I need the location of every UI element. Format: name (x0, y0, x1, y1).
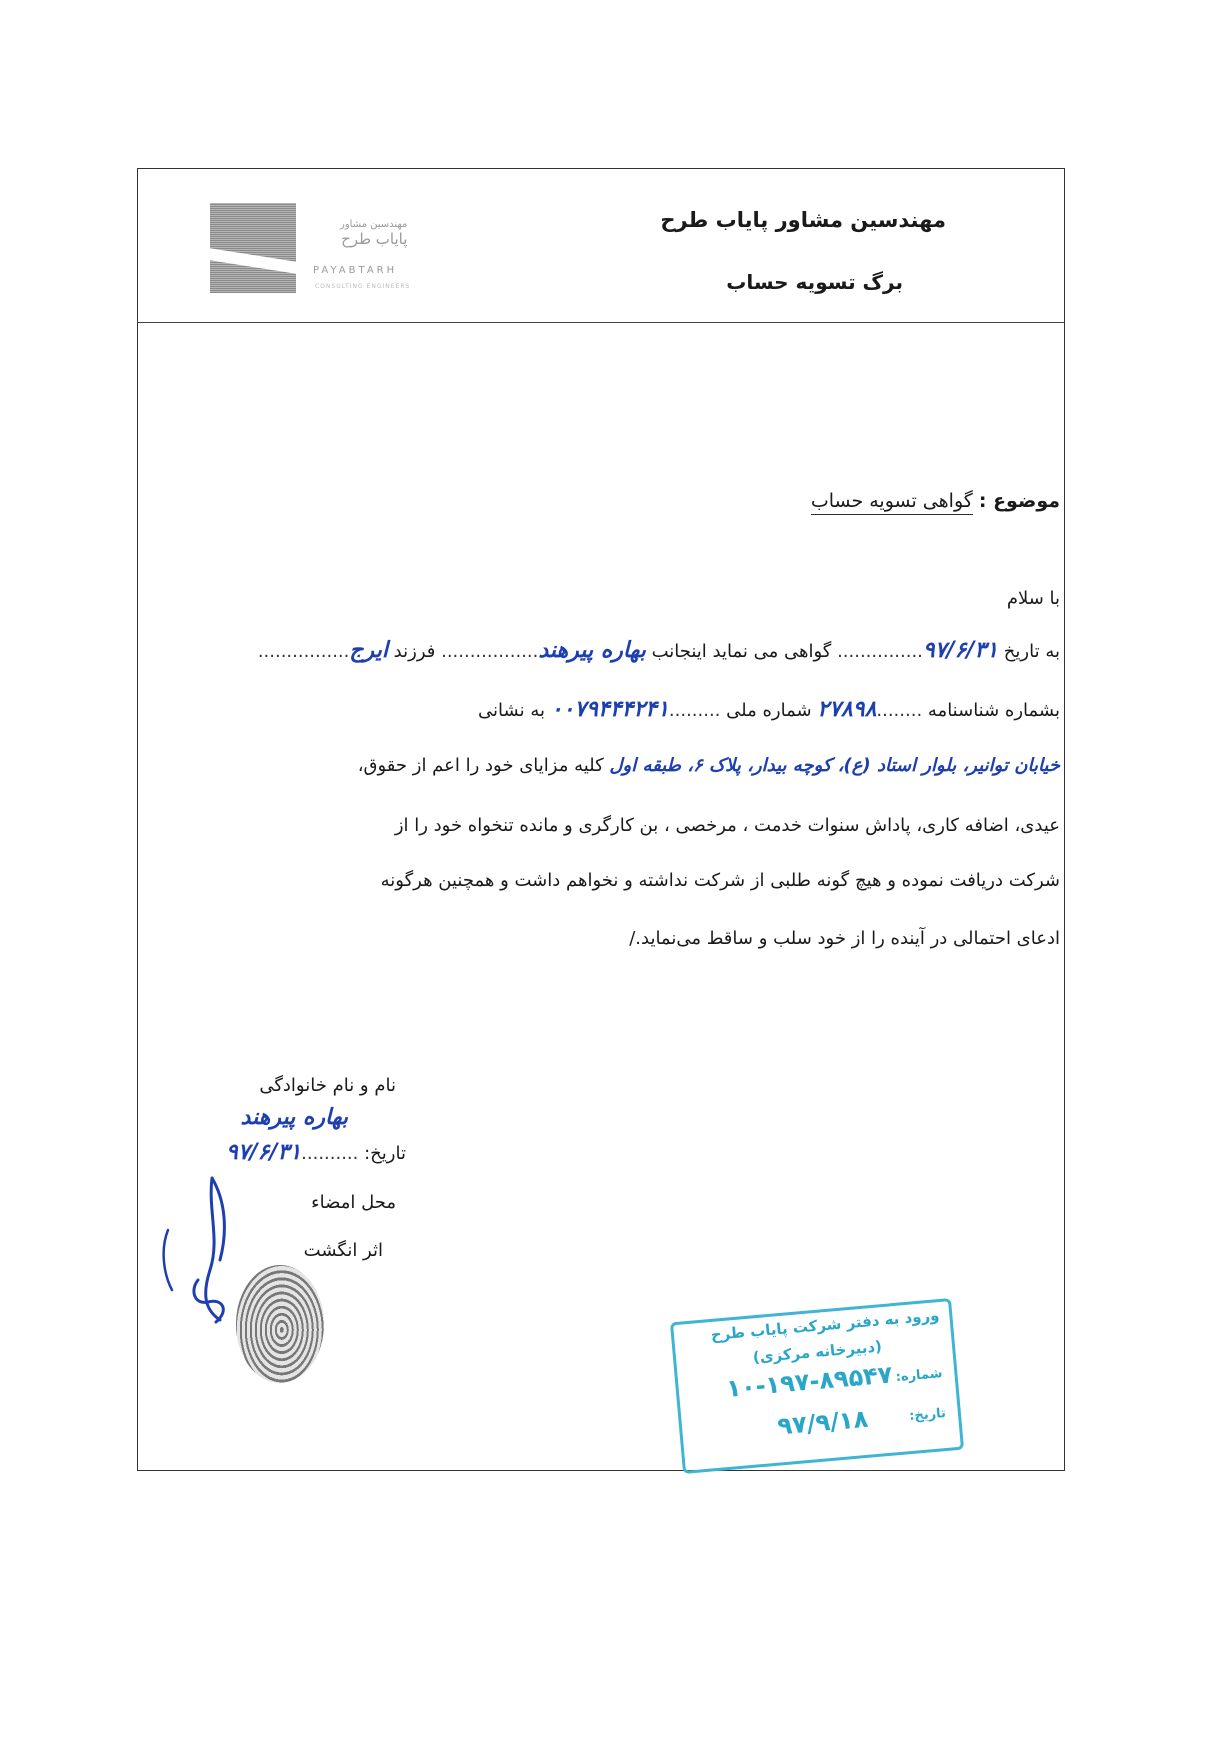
stamp-number-label: شماره: (895, 1366, 944, 1386)
handwritten-father-name: ایرج (349, 638, 388, 663)
office-entry-stamp (670, 1298, 964, 1474)
handwritten-full-name: بهاره پیرهند (240, 1105, 348, 1130)
form-title: برگ تسویه حساب (726, 270, 903, 294)
certify-text: گواهی می نماید اینجانب (651, 641, 832, 662)
logo-persian-name: پایاب طرح (341, 230, 408, 248)
handwritten-national-id: ۰۰۷۹۴۴۴۲۴۱ (550, 697, 669, 722)
stamp-date-label: تاریخ: (908, 1405, 947, 1425)
body-text: کلیه مزایای خود را اعم از حقوق، (357, 755, 604, 776)
handwritten-name: بهاره پیرهند (538, 638, 646, 663)
subject-value: گواهی تسویه حساب (811, 490, 973, 515)
stamp-title: ورود به دفتر شرکت پایاب طرح (710, 1306, 941, 1345)
fingerprint-label: اثر انگشت (303, 1240, 383, 1261)
dots: ......... (668, 700, 721, 721)
logo-latin-name: PAYABTARH (313, 265, 398, 276)
company-logo (210, 203, 480, 303)
company-name: مهندسین مشاور پایاب طرح (660, 208, 946, 232)
body-line-1 (258, 638, 1060, 663)
child-of-label: فرزند (393, 641, 436, 662)
date-prefix: به تاریخ (1003, 641, 1060, 662)
signature-place-label: محل امضاء (311, 1192, 396, 1213)
subject-label: موضوع : (978, 490, 1060, 512)
signoff-date-row (226, 1140, 406, 1165)
handwritten-signoff-date: ۹۷/۶/۳۱ (226, 1140, 302, 1165)
stamp-subtitle: (دبیرخانه مرکزی) (752, 1337, 883, 1367)
subject-line (811, 490, 1060, 512)
fingerprint-icon (236, 1265, 324, 1383)
stamp-number-value: ۱۰-۱۹۷-۸۹۵۴۷ (725, 1360, 894, 1403)
logo-mark-icon (210, 203, 296, 293)
national-id-label: شماره ملی (726, 700, 812, 721)
stamp-date-value: ۹۷/۹/۱۸ (776, 1404, 870, 1441)
logo-tagline: CONSULTING ENGINEERS (315, 283, 411, 290)
signoff-date-label: تاریخ: (364, 1143, 406, 1164)
full-name-label: نام و نام خانوادگی (259, 1075, 396, 1096)
handwritten-address: خیابان توانیر، بلوار استاد (ع)، کوچه بیدار، پلاک ۶، طبقه اول (609, 755, 1060, 776)
header-divider (137, 322, 1065, 323)
id-number-label: بشماره شناسنامه (927, 700, 1060, 721)
address-label: به نشانی (478, 700, 545, 721)
dots: ................ (257, 641, 350, 662)
dots: ................. (441, 641, 539, 662)
dots: ........ (876, 700, 923, 721)
handwritten-id-number: ۲۷۸۹۸ (817, 697, 877, 722)
body-line-6: ادعای احتمالی در آینده را از خود سلب و ساقط می‌نماید./ (629, 928, 1060, 949)
greeting: با سلام (1006, 588, 1060, 609)
dots: .......... (301, 1143, 359, 1164)
dots: ............... (837, 641, 923, 662)
logo-persian-small: مهندسین مشاور (340, 219, 408, 230)
body-line-5: شرکت دریافت نموده و هیچ گونه طلبی از شرکت نداشته و نخواهم داشت و همچنین هرگونه (380, 870, 1060, 891)
body-line-4: عیدی، اضافه کاری، پاداش سنوات خدمت ، مرخصی ، بن کارگری و مانده تنخواه خود را از (394, 815, 1060, 836)
handwritten-signature-icon (150, 1170, 240, 1340)
handwritten-date: ۹۷/۶/۳۱ (922, 638, 999, 663)
logo-persian-text (340, 219, 407, 248)
body-line-3 (358, 755, 1060, 776)
body-line-2 (478, 697, 1060, 722)
